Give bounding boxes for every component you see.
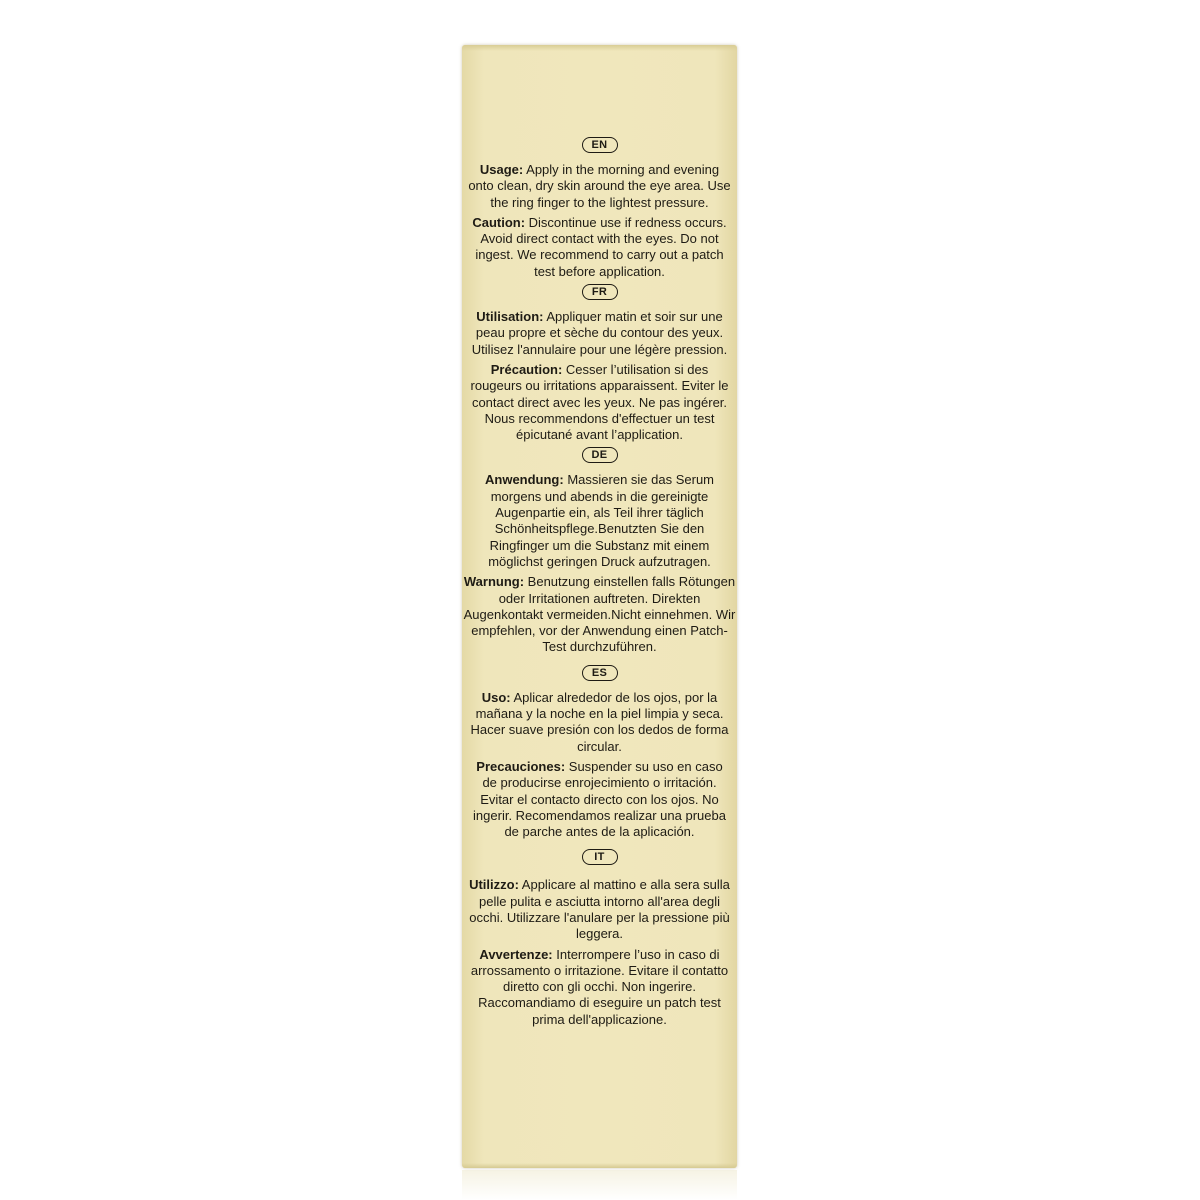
caution-paragraph-es [468, 759, 731, 840]
caution-paragraph-de [462, 574, 737, 655]
usage-label-it: Utilizzo: [469, 877, 519, 893]
instructions-content [462, 137, 737, 1028]
language-badge-fr: FR [582, 284, 618, 300]
usage-paragraph-es [468, 690, 731, 755]
caution-text-de: Benutzung einstellen falls Rötungen oder Irritationen auftreten. Direkten Augenkontakt vermeiden.Nicht einnehmen. Wir empfehlen, vor der Anwendung einen Patch-Test durchzuführen. [463, 574, 736, 655]
caution-paragraph-it [468, 947, 731, 1028]
language-badge-es: ES [582, 665, 618, 681]
usage-label-fr: Utilisation: [476, 309, 544, 325]
usage-text-en: Apply in the morning and evening onto clean, dry skin around the eye area. Use the ring finger to the lightest pressure. [468, 162, 731, 210]
usage-label-es: Uso: [481, 689, 511, 705]
caution-paragraph-en [468, 215, 731, 280]
usage-paragraph-it [468, 877, 731, 942]
caution-label-en: Caution: [472, 214, 526, 230]
language-badge-en: EN [582, 137, 618, 153]
caution-label-de: Warnung: [463, 574, 525, 590]
caution-text-fr: Cesser l’utilisation si des rougeurs ou irritations apparaissent. Eviter le contact direct avec les yeux. Ne pas ingérer. Nous recommendons d'effectuer un test épicutané avant l’application. [470, 361, 729, 443]
usage-text-it: Applicare al mattino e alla sera sulla pelle pulita e asciutta intorno all'area degli occhi. Utilizzare l'anulare per la pressione più leggera. [469, 877, 730, 942]
caution-text-it: Interrompere l’uso in caso di arrossamento o irritazione. Evitare il contatto diretto con gli occhi. Non ingerire. Raccomandiamo di eseguire un patch test prima dell'applicazione. [470, 946, 729, 1027]
usage-paragraph-fr [468, 309, 731, 358]
usage-label-en: Usage: [479, 162, 524, 177]
usage-paragraph-de [468, 472, 731, 570]
usage-text-es: Aplicar alrededor de los ojos, por la mañana y la noche en la piel limpia y seca. Hacer suave presión con los dedos de forma circular. [470, 689, 729, 754]
caution-paragraph-fr [468, 362, 731, 443]
caution-text-es: Suspender su uso en caso de producirse enrojecimiento o irritación. Evitar el contacto directo con los ojos. No ingerir. Recomendamos realizar una prueba de parche antes de la aplicación. [473, 758, 726, 840]
caution-text-en: Discontinue use if redness occurs. Avoid direct contact with the eyes. Do not ingest. We recommend to carry out a patch test before application. [475, 214, 727, 279]
caution-label-fr: Précaution: [490, 361, 563, 377]
box-reflection [462, 1170, 737, 1200]
usage-label-de: Anwendung: [485, 472, 564, 488]
language-badge-de: DE [582, 447, 618, 463]
language-badge-it: IT [582, 849, 618, 865]
product-box-side-panel [462, 45, 737, 1168]
usage-text-fr: Appliquer matin et soir sur une peau propre et sèche du contour des yeux. Utilisez l'annulaire pour une légère pression. [471, 309, 728, 357]
caution-label-it: Avvertenze: [479, 946, 553, 962]
caution-label-es: Precauciones: [476, 758, 566, 774]
usage-paragraph-en [468, 162, 731, 211]
usage-text-de: Massieren sie das Serum morgens und abends in die gereinigte Augenpartie ein, als Teil ihrer täglich Schönheitspflege.Benutzten Sie den Ringfinger um die Substanz mit einem möglichst geringen Druck aufzutragen. [488, 472, 714, 569]
